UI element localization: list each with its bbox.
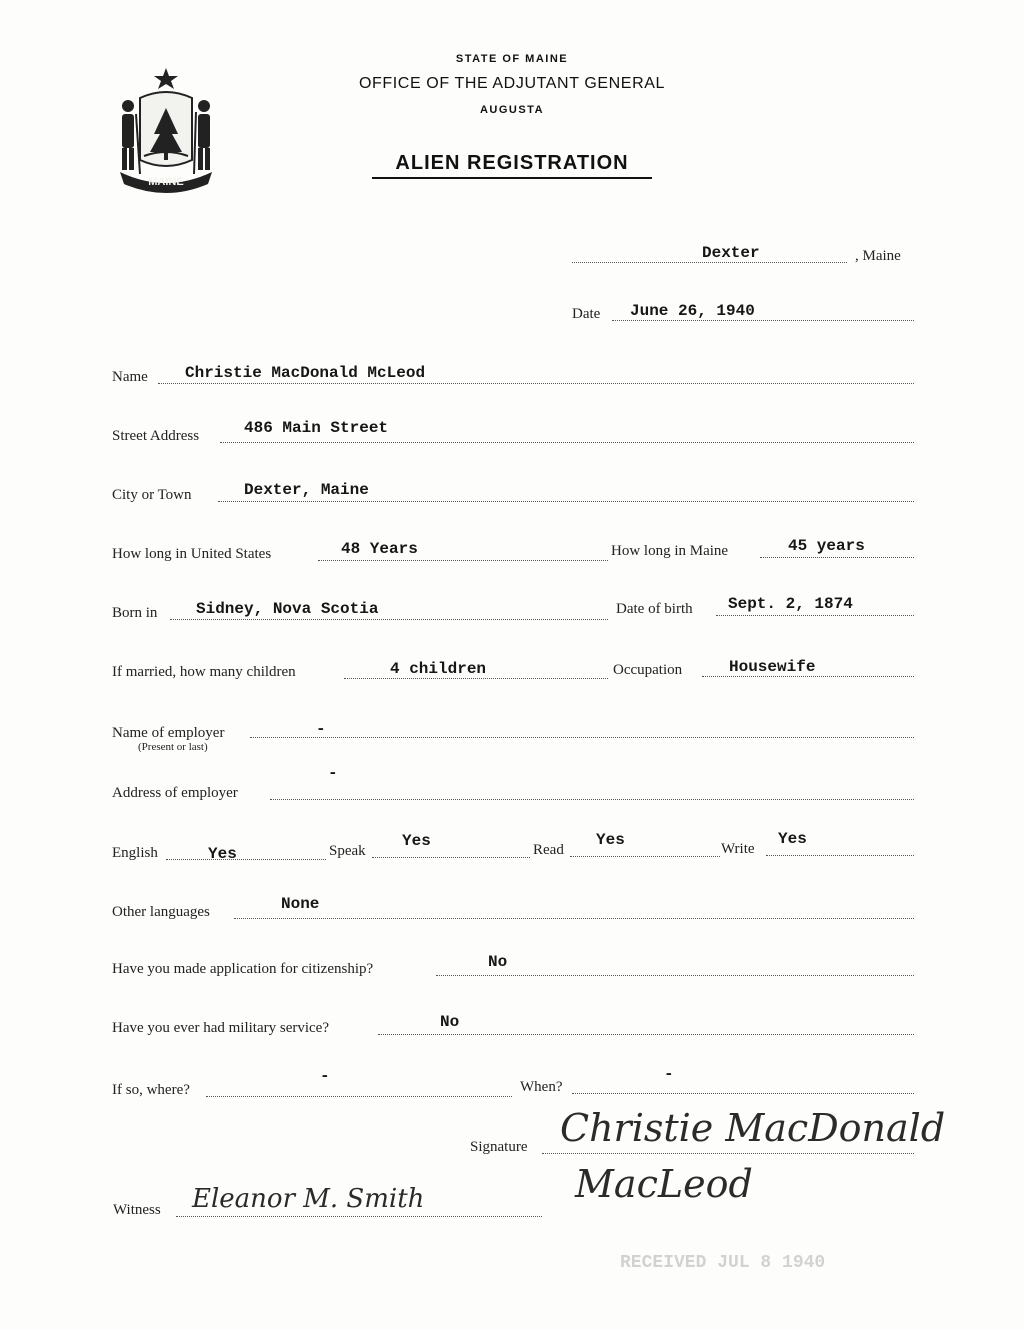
seal-text: MAINE xyxy=(148,176,184,188)
children-label: If married, how many children xyxy=(112,664,296,680)
city-line xyxy=(218,501,914,502)
when-label: When? xyxy=(520,1079,563,1095)
when-value: - xyxy=(664,1065,674,1083)
signature-label: Signature xyxy=(470,1139,528,1155)
us-years-line xyxy=(318,560,608,561)
citizenship-value: No xyxy=(488,953,508,971)
maine-years-label: How long in Maine xyxy=(611,543,729,559)
born-line xyxy=(170,619,608,620)
maine-years-value: 45 years xyxy=(788,537,865,555)
city-value: Dexter, Maine xyxy=(244,481,369,499)
english-line xyxy=(166,859,326,860)
date-label: Date xyxy=(572,306,601,322)
citizenship-line xyxy=(436,975,914,976)
title-underline xyxy=(372,177,652,179)
name-line xyxy=(158,383,914,384)
employer-line xyxy=(250,737,914,738)
us-years-value: 48 Years xyxy=(341,540,418,558)
employer-address-line xyxy=(270,799,914,800)
name-value: Christie MacDonald McLeod xyxy=(185,364,426,382)
military-value: No xyxy=(440,1013,460,1031)
employer-label: Name of employer xyxy=(112,725,225,741)
where-line xyxy=(206,1096,512,1097)
dob-label: Date of birth xyxy=(616,601,693,617)
where-label: If so, where? xyxy=(112,1082,190,1098)
stamp-text: RECEIVED JUL 8 1940 xyxy=(620,1253,826,1273)
witness-label: Witness xyxy=(113,1202,161,1218)
street-value: 486 Main Street xyxy=(244,419,389,437)
maine-years-line xyxy=(760,557,914,558)
witness-line xyxy=(176,1216,542,1217)
english-value: Yes xyxy=(208,845,237,863)
employer-value: - xyxy=(316,720,326,738)
date-value: June 26, 1940 xyxy=(630,302,755,320)
military-line xyxy=(378,1034,914,1035)
military-label: Have you ever had military service? xyxy=(112,1020,329,1036)
other-languages-line xyxy=(234,918,914,919)
where-value: - xyxy=(320,1067,330,1085)
employer-address-value: - xyxy=(328,764,338,782)
write-value: Yes xyxy=(778,830,807,848)
other-languages-label: Other languages xyxy=(112,904,210,920)
employer-address-label: Address of employer xyxy=(112,785,238,801)
english-label: English xyxy=(112,845,158,861)
speak-value: Yes xyxy=(402,832,431,850)
occupation-line xyxy=(702,676,914,677)
dob-value: Sept. 2, 1874 xyxy=(728,595,853,613)
state-heading: STATE OF MAINE xyxy=(455,53,569,65)
citizenship-label: Have you made application for citizenship? xyxy=(112,961,374,977)
signature-line xyxy=(542,1153,914,1154)
write-label: Write xyxy=(721,841,755,857)
form-title: ALIEN REGISTRATION xyxy=(395,152,629,174)
state-label: , Maine xyxy=(855,248,901,264)
city-heading: AUGUSTA xyxy=(479,104,545,116)
occupation-value: Housewife xyxy=(729,658,816,676)
other-languages-value: None xyxy=(281,895,320,913)
date-line xyxy=(612,320,914,321)
children-line xyxy=(344,678,608,679)
born-label: Born in xyxy=(112,605,158,621)
signature-line-2: MacLeod xyxy=(575,1162,753,1206)
read-label: Read xyxy=(533,842,564,858)
town-value: Dexter xyxy=(702,244,760,262)
witness-signature: Eleanor M. Smith xyxy=(192,1184,425,1214)
children-value: 4 children xyxy=(390,660,487,678)
read-line xyxy=(570,856,720,857)
maine-seal-icon xyxy=(110,64,222,196)
speak-line xyxy=(372,857,530,858)
us-years-label: How long in United States xyxy=(112,546,272,562)
town-line xyxy=(572,262,847,263)
when-line xyxy=(572,1093,914,1094)
city-label: City or Town xyxy=(112,487,192,503)
occupation-label: Occupation xyxy=(613,662,683,678)
signature-line-1: Christie MacDonald xyxy=(560,1106,946,1150)
street-line xyxy=(220,442,914,443)
dob-line xyxy=(716,615,914,616)
speak-label: Speak xyxy=(329,843,366,859)
street-label: Street Address xyxy=(112,428,200,444)
born-value: Sidney, Nova Scotia xyxy=(196,600,379,618)
write-line xyxy=(766,855,914,856)
name-label: Name xyxy=(112,369,148,385)
read-value: Yes xyxy=(596,831,625,849)
office-heading: OFFICE OF THE ADJUTANT GENERAL xyxy=(358,75,666,92)
employer-note: (Present or last) xyxy=(138,741,208,753)
received-stamp xyxy=(620,1245,870,1277)
